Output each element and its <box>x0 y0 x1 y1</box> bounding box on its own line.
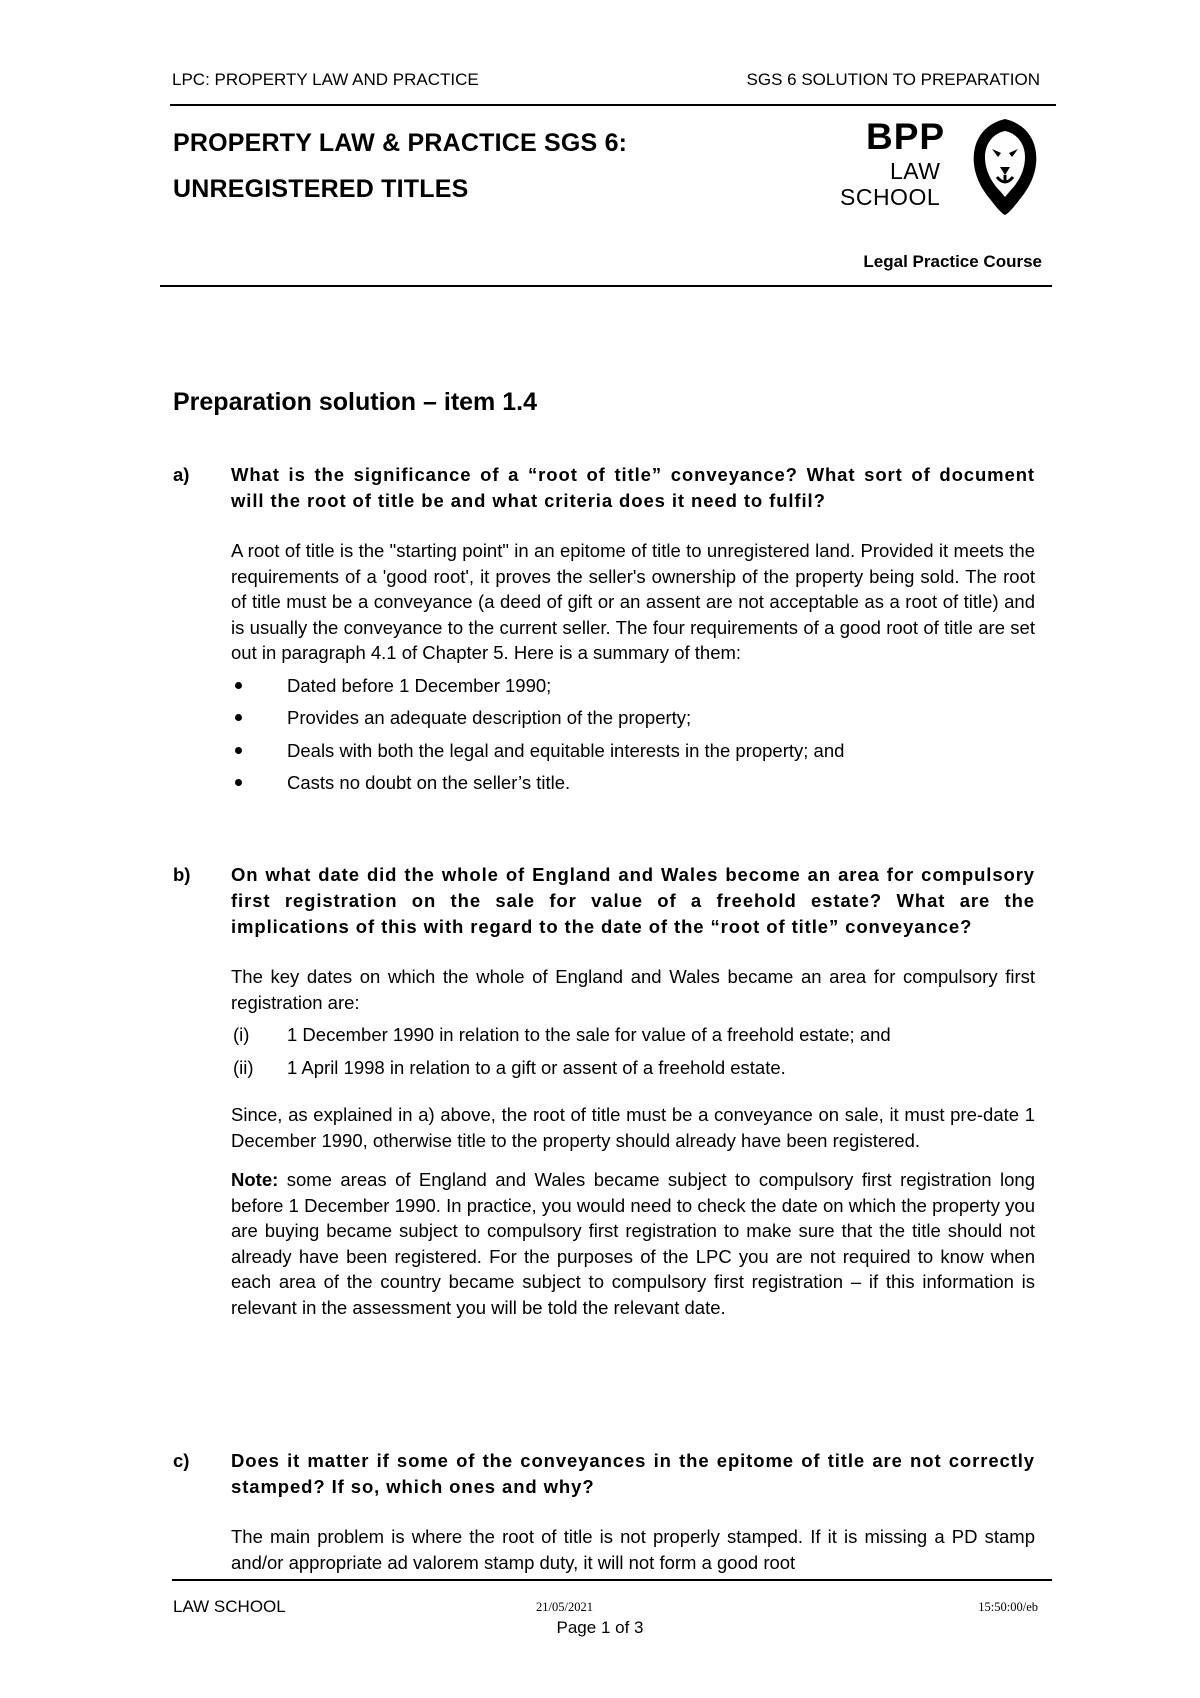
footer-rule <box>172 1579 1052 1581</box>
answer-paragraph: A root of title is the "starting point" in an epitome of title to unregistered land. Provided it meets the requirements of a 'good root', it proves the seller's ownership of the property being sold. The root of title must be a conveyance (a deed of gift or an assent are not acceptable as a root of title) and is usually the conveyance to the current seller. The four requirements of a good root of title are set out in paragraph 4.1 of Chapter 5. Here is a summary of them: <box>231 540 1035 663</box>
question-letter: c) <box>173 1450 190 1471</box>
question-letter: b) <box>173 864 191 885</box>
header-course-title: LPC: PROPERTY LAW AND PRACTICE <box>172 70 479 89</box>
question-b-block <box>173 862 1035 1320</box>
question-c-block <box>173 1448 1035 1575</box>
bullet-icon <box>235 747 242 754</box>
question-a-block <box>173 462 1035 803</box>
footer-left-text: LAW SCHOOL <box>173 1597 286 1616</box>
logo-school-text: SCHOOL <box>840 184 941 210</box>
document-title <box>173 120 627 212</box>
course-label: Legal Practice Course <box>863 252 1042 271</box>
key-dates-list <box>231 1022 1035 1080</box>
list-item-text: Deals with both the legal and equitable interests in the property; and <box>287 739 845 761</box>
list-item-text: Dated before 1 December 1990; <box>287 674 552 696</box>
header-rule <box>170 104 1056 106</box>
logo-brand-text: BPP <box>866 116 946 157</box>
list-item-marker: (i) <box>233 1024 250 1045</box>
bullet-icon <box>235 714 242 721</box>
bullet-icon <box>235 682 242 689</box>
list-item <box>231 705 1035 731</box>
list-item-text: Provides an adequate description of the property; <box>287 707 692 728</box>
list-item <box>231 1022 1035 1048</box>
header-document-type: SGS 6 SOLUTION TO PREPARATION <box>746 70 1040 89</box>
lion-head-icon <box>970 117 1040 217</box>
question-letter: a) <box>173 464 190 485</box>
question-text: Does it matter if some of the conveyances in the epitome of title are not correctly stamped? If so, which ones and why? <box>231 1450 1035 1497</box>
list-item-text: Casts no doubt on the seller’s title. <box>287 772 571 793</box>
logo-law-text: LAW <box>890 158 941 184</box>
bullet-icon <box>235 779 242 786</box>
list-item-text: 1 December 1990 in relation to the sale for value of a freehold estate; and <box>287 1024 891 1045</box>
answer-paragraph: The main problem is where the root of title is not properly stamped. If it is missing a PD stamp and/or appropriate ad valorem stamp duty, it will not form a good root <box>231 1526 1035 1573</box>
note-label: Note: <box>231 1169 279 1190</box>
requirements-list <box>231 673 1035 796</box>
bpp-law-school-logo <box>840 117 1040 217</box>
page-number: Page 1 of 3 <box>556 1618 644 1637</box>
list-item <box>231 673 1035 699</box>
question-text: On what date did the whole of England and Wales become an area for compulsory first registration on the sale for value of a freehold estate? What are the implications of this with regard to the date of the “root of title” conveyance? <box>231 864 1035 937</box>
running-header <box>172 70 1040 90</box>
title-rule <box>160 285 1052 287</box>
section-heading: Preparation solution – item 1.4 <box>173 388 537 416</box>
question-text: What is the significance of a “root of title” conveyance? What sort of document will the root of title be and what criteria does it need to fulfil? <box>231 464 1035 511</box>
list-item <box>231 738 1035 764</box>
document-title-line-1: PROPERTY LAW & PRACTICE SGS 6: <box>173 129 628 157</box>
footer-time: 15:50:00/eb <box>978 1600 1038 1614</box>
note-paragraph <box>231 1167 1035 1320</box>
list-item-marker: (ii) <box>233 1056 254 1078</box>
footer-date: 21/05/2021 <box>536 1600 593 1614</box>
list-item-text: 1 April 1998 in relation to a gift or assent of a freehold estate. <box>287 1056 786 1078</box>
answer-paragraph: The key dates on which the whole of England and Wales became an area for compulsory first registration are: <box>231 966 1035 1013</box>
document-title-line-2: UNREGISTERED TITLES <box>173 175 469 203</box>
note-text: some areas of England and Wales became subject to compulsory first registration long before 1 December 1990. In practice, you would need to check the date on which the property you are buying became subject to compulsory first registration to make sure that the title should not already have been registered. For the purposes of the LPC you are not required to know when each area of the country became subject to compulsory first registration – if this information is relevant in the assessment you will be told the relevant date. <box>231 1169 1035 1318</box>
answer-paragraph: Since, as explained in a) above, the root of title must be a conveyance on sale, it must pre-date 1 December 1990, otherwise title to the property should already have been registered. <box>231 1104 1035 1151</box>
list-item <box>231 1055 1035 1081</box>
list-item <box>231 770 1035 796</box>
